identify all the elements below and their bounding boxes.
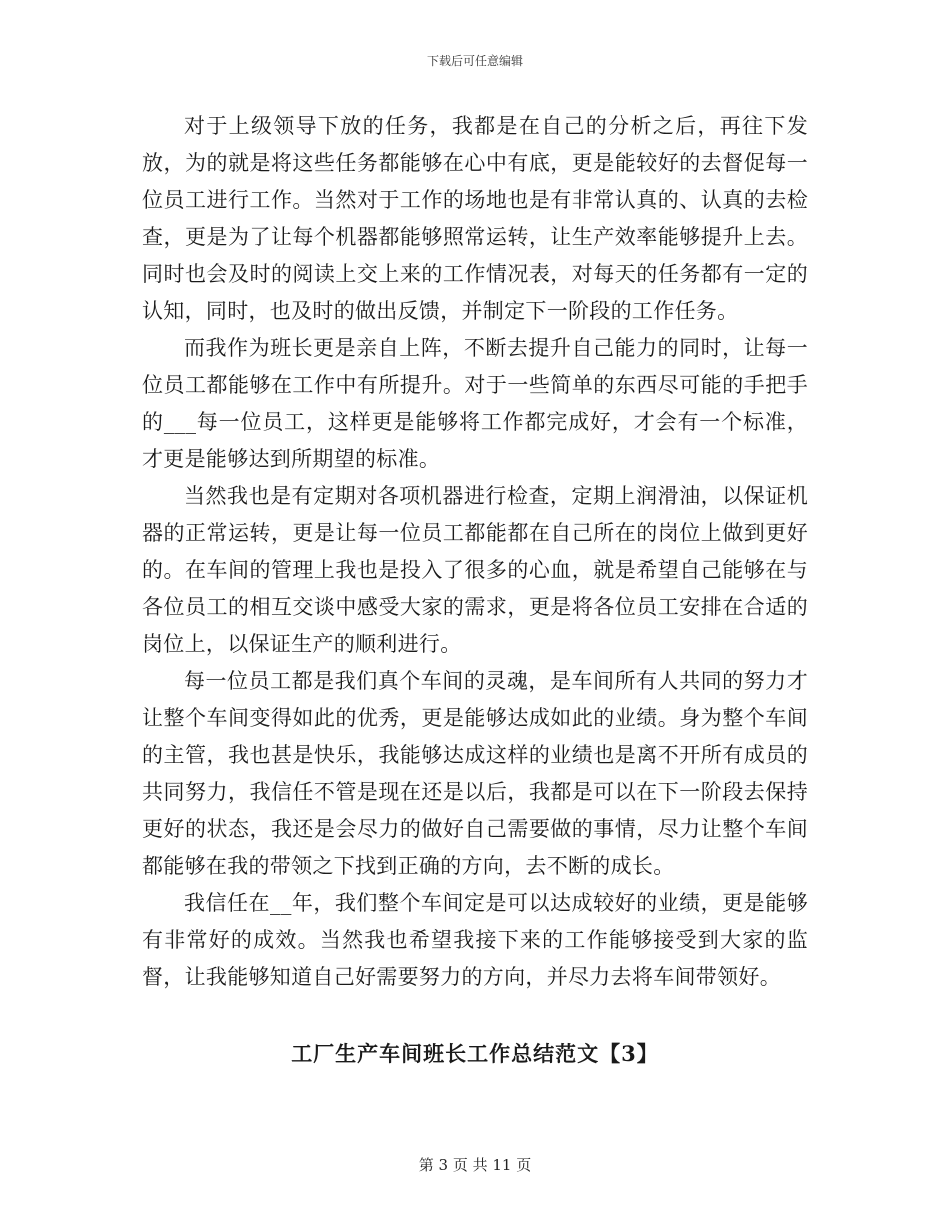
paragraph: 对于上级领导下放的任务，我都是在自己的分析之后，再往下发放，为的就是将这些任务都能够在心中有底，更是能较好的去督促每一位员工进行工作。当然对于工作的场地也是有非常认真的、认真的去检查，更是为了让每个机器都能够照常运转，让生产效率能够提升上去。同时也会及时的阅读上交上来的工作情况表，对每天的任务都有一定的认知，同时，也及时的做出反馈，并制定下一阶段的工作任务。	[142, 114, 808, 323]
section-heading: 工厂生产车间班长工作总结范文【3】	[291, 1041, 659, 1066]
document-body	[142, 108, 808, 996]
paragraph: 我信任在__年，我们整个车间定是可以达成较好的业绩，更是能够有非常好的成效。当然我也希望我接下来的工作能够接受到大家的监督，让我能够知道自己好需要努力的方向，并尽力去将车间带领好。	[142, 891, 808, 989]
page-header: 下载后可任意编辑	[426, 54, 523, 68]
paragraph: 而我作为班长更是亲自上阵，不断去提升自己能力的同时，让每一位员工都能够在工作中有所提升。对于一些简单的东西尽可能的手把手的___每一位员工，这样更是能够将工作都完成好，才会有一个标准，才更是能够达到所期望的标准。	[142, 336, 808, 471]
paragraph: 每一位员工都是我们真个车间的灵魂，是车间所有人共同的努力才让整个车间变得如此的优秀，更是能够达成如此的业绩。身为整个车间的主管，我也甚是快乐，我能够达成这样的业绩也是离不开所有成员的共同努力，我信任不管是现在还是以后，我都是可以在下一阶段去保持更好的状态，我还是会尽力的做好自己需要做的事情，尽力让整个车间都能够在我的带领之下找到正确的方向，去不断的成长。	[142, 669, 808, 878]
paragraph: 当然我也是有定期对各项机器进行检查，定期上润滑油，以保证机器的正常运转，更是让每一位员工都能都在自己所在的岗位上做到更好的。在车间的管理上我也是投入了很多的心血，就是希望自己能够在与各位员工的相互交谈中感受大家的需求，更是将各位员工安排在合适的岗位上，以保证生产的顺利进行。	[142, 484, 808, 656]
page-number: 第 3 页 共 11 页	[418, 1156, 532, 1174]
